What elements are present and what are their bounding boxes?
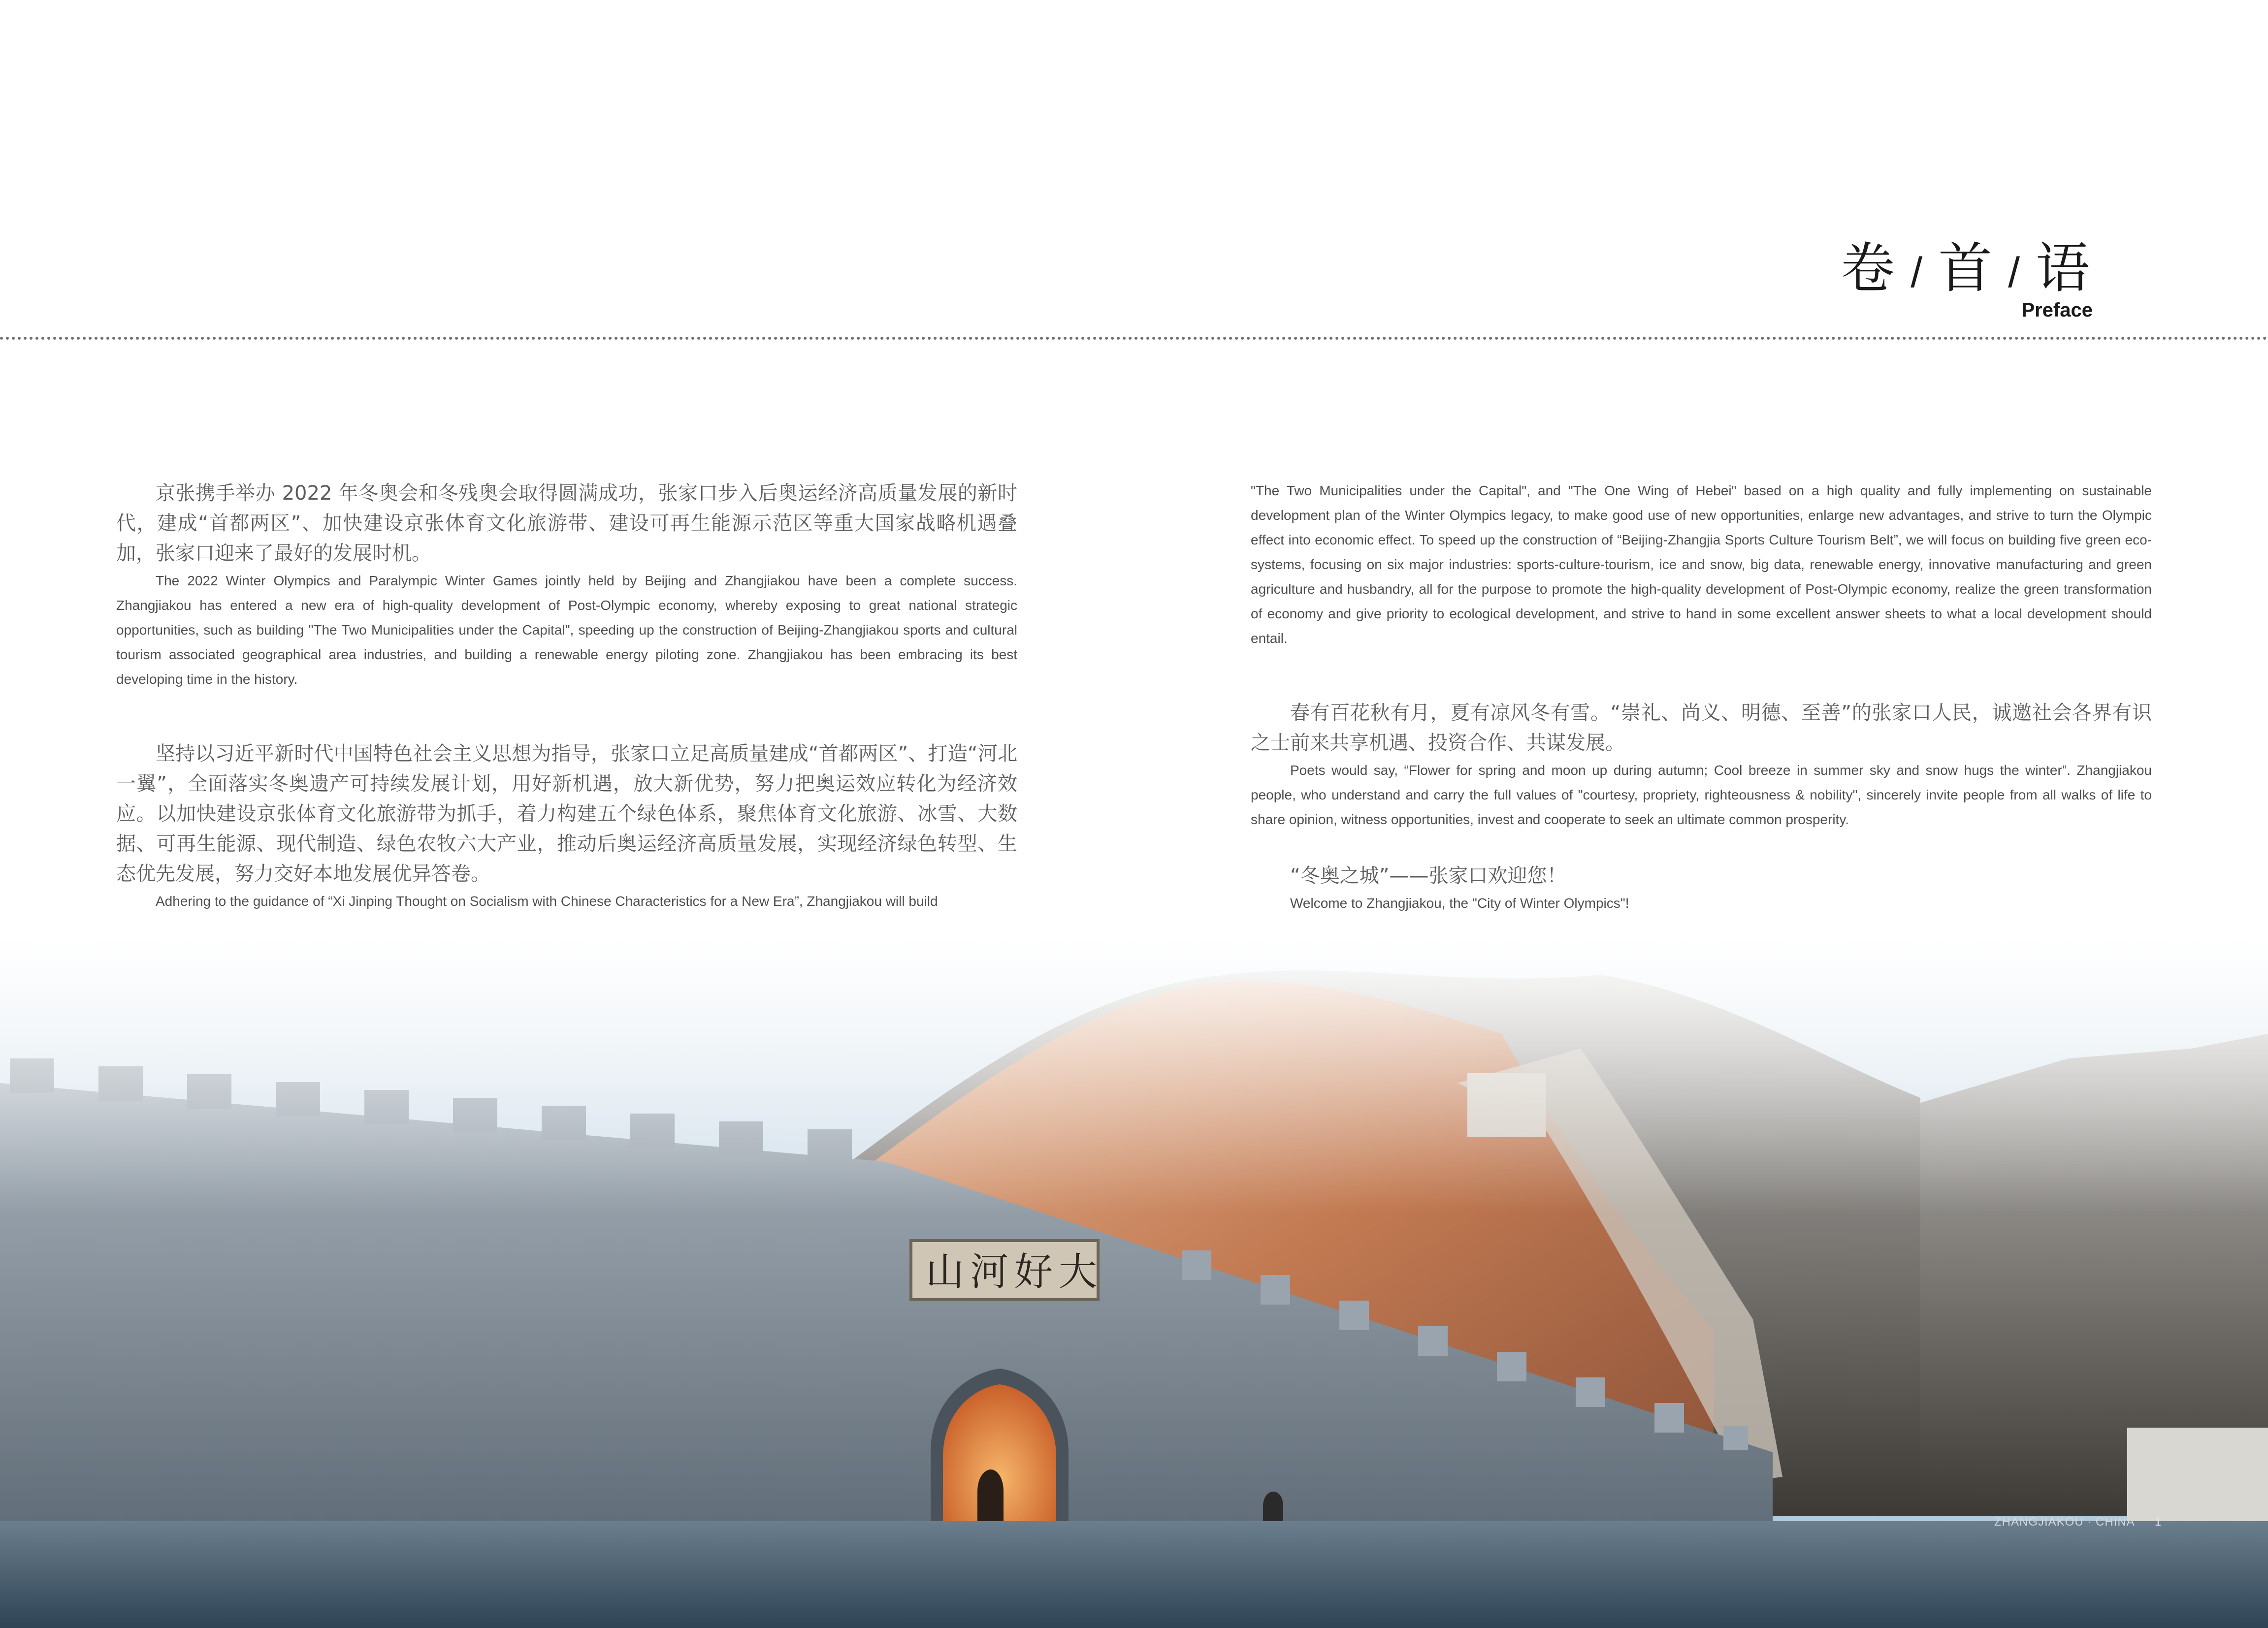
page-title [1841, 237, 2093, 300]
footer-text: ZHANGJIAKOU · CHINA [1994, 1515, 2135, 1529]
paragraph-2-en-start: Adhering to the guidance of “Xi Jinping Thought on Socialism with Chinese Characteristics for a New Era”, Zhangjiakou will build [156, 894, 938, 909]
left-column [116, 479, 1017, 914]
title-separator: / [2008, 249, 2023, 296]
welcome-zh: “冬奥之城”——张家口欢迎您！ [1290, 864, 1567, 887]
title-char-3: 语 [2036, 237, 2093, 300]
page-number: 1 [2154, 1515, 2162, 1529]
welcome-en: Welcome to Zhangjiakou, the "City of Winter Olympics"! [1290, 895, 1629, 911]
page-footer [1994, 1515, 2162, 1529]
paragraph-3-en: Poets would say, “Flower for spring and moon up during autumn; Cool breeze in summer sky and snow hugs the winter”. Zhangjiakou people, who understand and carry the full values of "courtesy, propriety, righteousness & nobility", sincerely invite people from all walks of life to share opinion, witness opportunities, invest and cooperate to seek an ultimate common prosperity. [1251, 763, 2152, 827]
paragraph-2-zh: 坚持以习近平新时代中国特色社会主义思想为指导，张家口立足高质量建成“首都两区”、打造“河北一翼”，全面落实冬奥遗产可持续发展计划，用好新机遇，放大新优势，努力把奥运效应转化为经济效应。以加快建设京张体育文化旅游带为抓手，着力构建五个绿色体系，聚焦体育文化旅游、冰雪、大数据、可再生能源、现代制造、绿色农牧六大产业，推动后奥运经济高质量发展，实现经济绿色转型、生态优先发展，努力交好本地发展优异答卷。 [116, 742, 1017, 885]
paragraph-1-zh: 京张携手举办 2022 年冬奥会和冬残奥会取得圆满成功，张家口步入后奥运经济高质量发展的新时代，建成“首都两区”、加快建设京张体育文化旅游带、建设可再生能源示范区等重大国家战略机遇叠加，张家口迎来了最好的发展时机。 [116, 482, 1017, 565]
photo-fade-overlay [0, 935, 2268, 1628]
dotted-divider [0, 337, 2268, 340]
title-char-2: 首 [1938, 237, 1996, 300]
page-title-block [1841, 237, 2093, 321]
great-wall-photo [0, 935, 2268, 1628]
paragraph-1-en: The 2022 Winter Olympics and Paralympic Winter Games jointly held by Beijing and Zhangjiakou have been a complete success. Zhangjiakou has entered a new era of high-quality development of Post-Olympic economy, whereby exposing to great national strategic opportunities, such as building "The Two Municipalities under the Capital", speeding up the construction of Beijing-Zhangjiakou sports and cultural tourism associated geographical area industries, and building a renewable energy piloting zone. Zhangjiakou has been embracing its best developing time in the history. [116, 573, 1017, 687]
right-column [1251, 479, 2152, 916]
paragraph-3-zh: 春有百花秋有月，夏有凉风冬有雪。“崇礼、尚义、明德、至善”的张家口人民，诚邀社会各界有识之士前来共享机遇、投资合作、共谋发展。 [1251, 702, 2152, 754]
title-char-1: 卷 [1841, 237, 1898, 300]
title-separator: / [1911, 249, 1926, 296]
paragraph-2-en-continued: "The Two Municipalities under the Capital", and "The One Wing of Hebei" based on a high quality and fully implementing on sustainable development plan of the Winter Olympics legacy, to make good use of new opportunities, enlarge new advantages, and strive to turn the Olympic effect into economic effect. To speed up the construction of “Beijing-Zhangjia Sports Culture Tourism Belt”, we will focus on building five green eco-systems, focusing on six major industries: sports-culture-tourism, ice and snow, big data, renewable energy, innovative manufacturing and green agriculture and husbandry, all for the purpose to promote the high-quality development of Post-Olympic economy, realize the green transformation of economy and give priority to ecological development, and strive to hand in some excellent answer sheets to what a local development should entail. [1251, 483, 2152, 646]
page-subtitle: Preface [2021, 299, 2093, 321]
